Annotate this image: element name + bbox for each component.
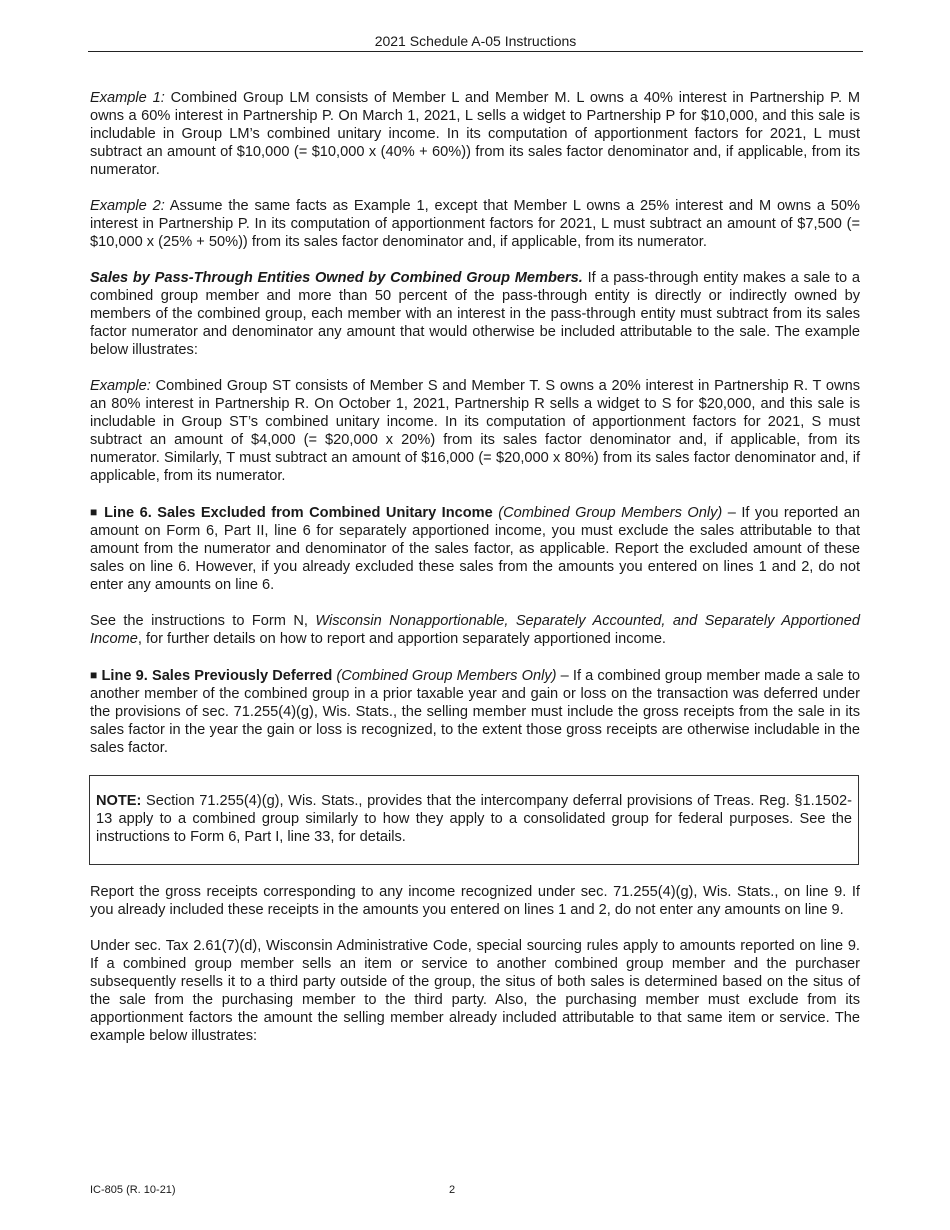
page-content: [90, 89, 860, 1063]
example-st-paragraph: [90, 377, 860, 485]
pass-through-text: If a pass-through entity makes a sale to a combined group member and more than 50 percent of the pass-through entity is directly or indirectly owned by members of the combined group, each member with an interest in the pass-through entity must subtract from its sales factor numerator and denominator any amount that would otherwise be included attributable to the sale. The example below illustrates:: [90, 270, 860, 358]
line-9-qualifier: (Combined Group Members Only): [332, 668, 557, 684]
note-paragraph: [96, 792, 852, 846]
square-bullet-icon: ■: [90, 505, 99, 519]
special-sourcing-paragraph: Under sec. Tax 2.61(7)(d), Wisconsin Administrative Code, special sourcing rules apply to amounts reported on line 9. If a combined group member sells an item or service to another combined group member and the purchaser subsequently resells it to a third party outside of the group, the situs of both sales is determined based on the situs of the sale from the purchasing member to the third party. Also, the purchasing member must exclude from its apportionment factors the amount the selling member already included attributable to that same item or service. The example below illustrates:: [90, 938, 860, 1044]
line-9-paragraph: [90, 666, 860, 757]
note-text: Section 71.255(4)(g), Wis. Stats., provides that the intercompany deferral provisions of Treas. Reg. §1.1502-13 apply to a combined group similarly to how they apply to a consolidated group for federal purposes. See the instructions to Form 6, Part I, line 33, for details.: [96, 793, 852, 845]
example-1-text: Combined Group LM consists of Member L and Member M. L owns a 40% interest in Partnership P. M owns a 60% interest in Partnership P. On March 1, 2021, L sells a widget to Partnership P for $10,000, and this sale is includable in Group LM’s combined unitary income. In its computation of apportionment factors for 2021, L must subtract an amount of $10,000 (= $10,000 x (40% + 60%)) from its sales factor denominator and, if applicable, from its numerator.: [90, 90, 860, 178]
pass-through-paragraph: [90, 269, 860, 359]
line-6-text: – If you reported an amount on Form 6, Part II, line 6 for separately apportioned income, you must exclude the sales attributable to that amount from the numerator and denominator of the sales factor, as applicable. Report the excluded amount of these sales on line 6. However, if you already excluded these sales from the amounts you entered on lines 1 and 2, do not enter any amounts on line 6.: [90, 505, 860, 593]
see-form-n-after: , for further details on how to report and apportion separately apportioned income.: [137, 631, 666, 647]
note-label: NOTE:: [96, 793, 142, 809]
example-st-label: Example:: [90, 378, 151, 394]
example-2-label: Example 2:: [90, 198, 165, 214]
form-id: IC-805 (R. 10-21): [90, 1184, 176, 1196]
example-st-text: Combined Group ST consists of Member S and Member T. S owns a 20% interest in Partnership R. T owns an 80% interest in Partnership R. On October 1, 2021, Partnership R sells a widget to S for $20,000, and this sale is includable in Group ST’s combined unitary income. In its computation of apportionment factors for 2021, S must subtract an amount of $4,000 (= $20,000 x 20%) from its sales factor denominator and, if applicable, from its numerator. Similarly, T must subtract an amount of $16,000 (= $20,000 x 80%) from its sales factor denominator and, if applicable, from its numerator.: [90, 378, 860, 484]
header-title: 2021 Schedule A-05 Instructions: [374, 33, 577, 49]
line-6-qualifier: (Combined Group Members Only): [492, 505, 723, 521]
see-form-n-before: See the instructions to Form N,: [90, 613, 316, 629]
note-box: [89, 775, 859, 865]
page-header: [88, 33, 863, 52]
line-9-text: – If a combined group member made a sale to another member of the combined group in a prior taxable year and gain or loss on the transaction was deferred under the provisions of sec. 71.255(4)(g), Wis. Stats., the selling member must include the gross receipts from the sale in its sales factor in the year the gain or loss is recognized, to the extent those gross receipts are otherwise includable in the sales factor.: [90, 668, 861, 756]
example-2-text: Assume the same facts as Example 1, except that Member L owns a 25% interest and M owns a 50% interest in Partnership P. In its computation of apportionment factors for 2021, L must subtract an amount of $7,500 (= $10,000 x (25% + 50%)) from its sales factor denominator and, if applicable, from its numerator.: [90, 198, 860, 250]
example-2-paragraph: [90, 197, 860, 251]
example-1-paragraph: [90, 89, 860, 179]
pass-through-heading: Sales by Pass-Through Entities Owned by Combined Group Members.: [90, 270, 583, 286]
form-n-title: Wisconsin Nonapportionable, Separately Accounted, and Separately Apportioned Income: [90, 613, 860, 647]
example-1-label: Example 1:: [90, 90, 165, 106]
line-9-heading: Line 9. Sales Previously Deferred: [97, 668, 333, 684]
line-6-paragraph: [90, 503, 860, 594]
square-bullet-icon: ■: [90, 668, 98, 682]
page-number: 2: [449, 1184, 456, 1196]
line-6-heading: Line 6. Sales Excluded from Combined Unitary Income: [98, 505, 493, 521]
see-form-n-paragraph: [90, 612, 860, 648]
report-gross-receipts-paragraph: Report the gross receipts corresponding to any income recognized under sec. 71.255(4)(g), Wis. Stats., on line 9. If you already included these receipts in the amounts you entered on lines 1 and 2, do not enter any amounts on line 9.: [90, 884, 860, 918]
